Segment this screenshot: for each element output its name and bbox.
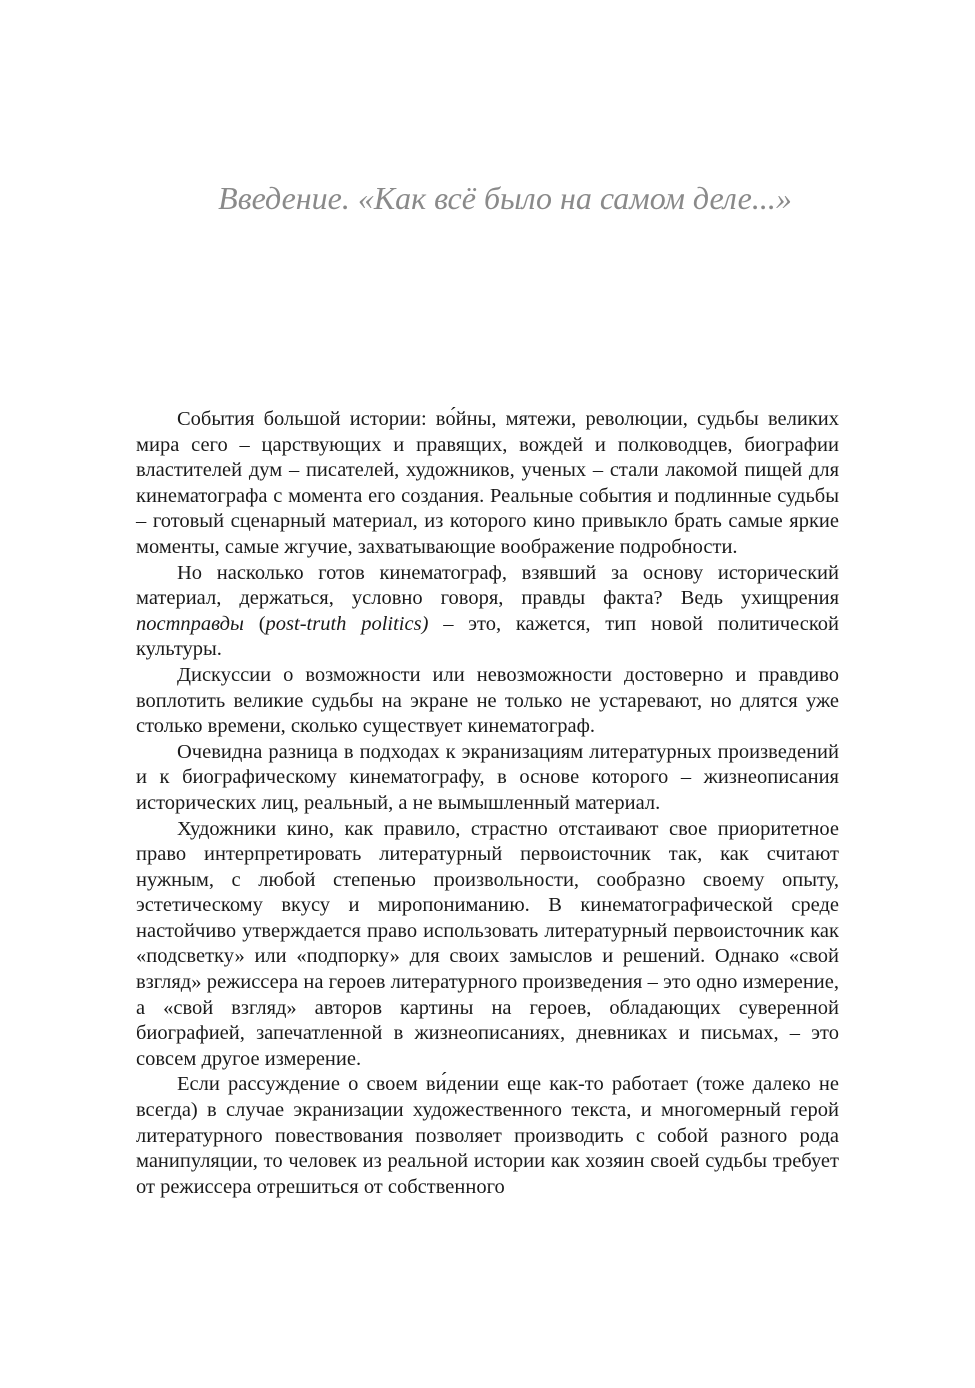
paragraph-2 <box>136 561 839 663</box>
paragraph-1: События большой истории: во́йны, мятежи, революции, судьбы великих мира сего – царствующих и правящих, вождей и полководцев, биографии властителей дум – писателей, художников, ученых – стали лакомой пищей для кинематографа с момента его создания. Реальные события и подлинные судьбы – готовый сценарный материал, из которого кино привыкло брать самые яркие моменты, самые жгучие, захватывающие воображение подробности. <box>136 408 839 558</box>
chapter-title: Введение. «Как всё было на самом деле...» <box>218 180 792 216</box>
paragraph-2-paren: ( <box>243 612 266 635</box>
italic-term-posttruth-en: post-truth politics) <box>265 612 429 635</box>
paragraph-2-text-start: Но насколько готов кинематограф, взявший за основу исторический материал, держаться, условно говоря, правды факта? Ведь ухищрения <box>136 561 839 610</box>
paragraph-5: Художники кино, как правило, страстно отстаивают свое приоритетное право интерпретировать литературный первоисточник так, как считают нужным, с любой степенью произвольности, сообразно своему опыту, эстетическому вкусу и миропониманию. В кинематографической среде настойчиво утверждается право использовать литературный первоисточник как «подсветку» или «подпорку» для своих замыслов и решений. Однако «свой взгляд» режиссера на героев литературного произведения – это одно измерение, а «свой взгляд» авторов картины на героев, обладающих суверенной биографией, запечатленной в жизнеописаниях, дневниках и письмах, – это совсем другое измерение. <box>136 817 839 1070</box>
paragraph-2-text-end: – это, кажется, тип новой политической культуры. <box>136 612 839 661</box>
paragraph-4: Очевидна разница в подходах к экранизациям литературных произведений и к биографическому кинематографу, в основе которого – жизнеописания исторических лиц, реальный, а не вымышленный материал. <box>136 740 839 814</box>
body-text <box>136 407 839 1200</box>
paragraph-6: Если рассуждение о своем ви́дении еще как-то работает (тоже далеко не всегда) в случае экранизации художественного текста, и многомерный герой литературного повествования позволяет производить с собой разного рода манипуляции, то человек из реальной истории как хозяин своей судьбы требует от режиссера отрешиться от собственного <box>136 1073 839 1198</box>
italic-term-posttruth-ru: постправды <box>136 612 244 635</box>
paragraph-3: Дискуссии о возможности или невозможности достоверно и правдиво воплотить великие судьбы на экране не только не устаревают, но длятся уже столько времени, сколько существует кинематограф. <box>136 663 839 738</box>
